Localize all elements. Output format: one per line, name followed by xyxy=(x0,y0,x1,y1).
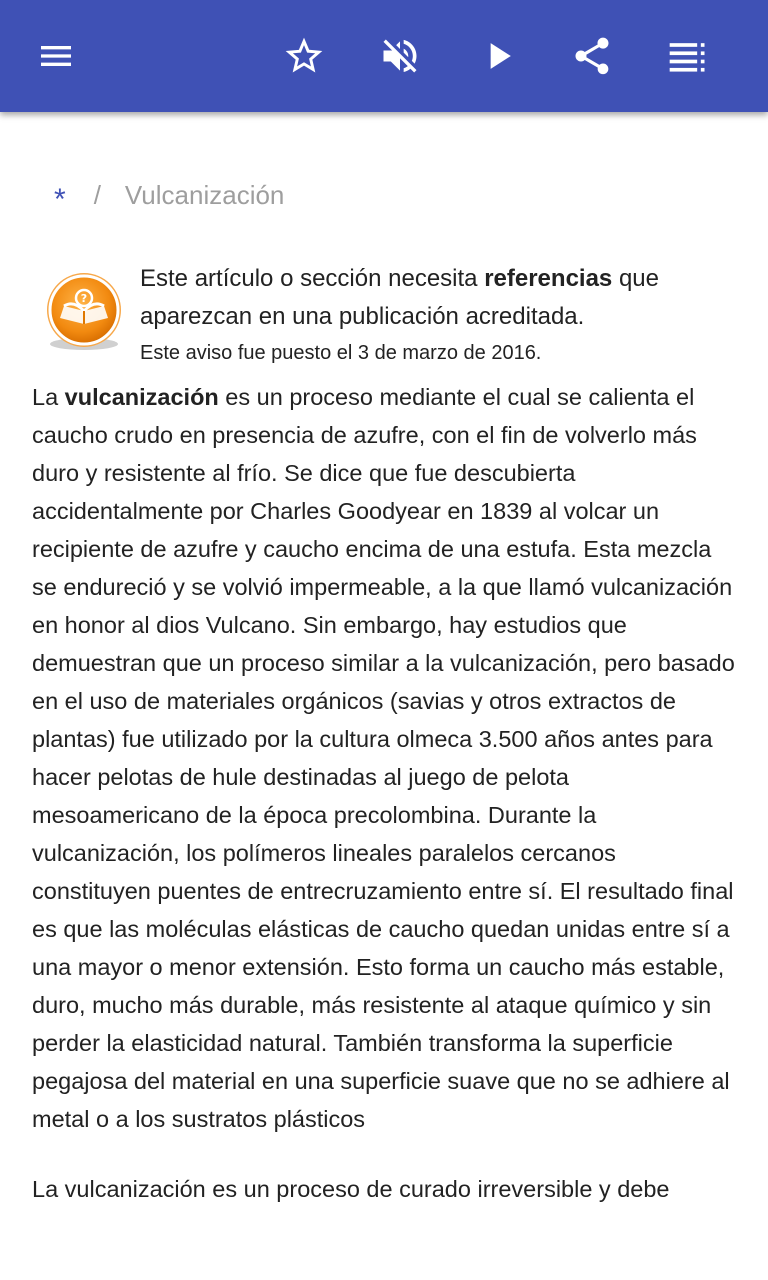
notice-date: Este aviso fue puesto el 3 de marzo de 2016. xyxy=(140,342,542,364)
svg-text:?: ? xyxy=(80,292,88,305)
article-body xyxy=(32,378,740,1240)
notice-text-bold: referencias xyxy=(484,265,613,292)
p1-after: es un proceso mediante el cual se calienta el caucho crudo en presencia de azufre, con el fin de volverlo más duro y resistente al frío. Se dice que fue descubierta accidentalmente por Charles Goodyear en 1839 al volcar un recipiente de azufre y caucho encima de una estufa. Esta mezcla se endureció y se volvió impermeable, a la que llamó vulcanización en honor al dios Vulcano. Sin embargo, hay estudios que demuestran que un proceso similar a la vulcanización, pero basado en el uso de materiales orgánicos (savias y otros extractos de plantas) fue utilizado por la cultura olmeca 3.500 años antes para hacer pelotas de hule destinadas al juego de pelota mesoamericano de la época precolombina. Durante la vulcanización, los polímeros lineales paralelos cercanos constituyen puentes de entrecruzamiento entre sí. El resultado final es que las moléculas elásticas de caucho quedan unidas entre sí a una mayor o menor extensión. Esto forma un caucho más estable, duro, mucho más durable, más resistente al ataque químico y sin perder la elasticidad natural. También transforma la superficie pegajosa del material en una superficie suave que no se adhiere al metal o a los sustratos plásticos xyxy=(32,384,735,1132)
play-button[interactable] xyxy=(466,24,530,88)
breadcrumb-current: Vulcanización xyxy=(124,180,285,210)
favorite-button[interactable] xyxy=(272,24,336,88)
article-content xyxy=(0,112,768,1280)
share-button[interactable] xyxy=(560,24,624,88)
p1-bold-term: vulcanización xyxy=(64,384,219,410)
paragraph: La vulcanización es un proceso de curado irreversible y debe xyxy=(32,1176,670,1202)
table-of-contents-button[interactable] xyxy=(656,24,720,88)
playlist-icon xyxy=(666,34,710,78)
play-icon xyxy=(476,34,520,78)
paragraph xyxy=(32,378,740,1138)
breadcrumb-home-link[interactable]: * xyxy=(54,182,66,216)
star-outline-icon xyxy=(282,34,326,78)
references-notice xyxy=(140,260,740,336)
breadcrumb-separator: / xyxy=(93,180,101,210)
notice-text-before: Este artículo o sección necesita xyxy=(140,265,485,292)
menu-icon xyxy=(36,36,76,76)
breadcrumb xyxy=(54,180,285,216)
app-toolbar xyxy=(0,0,768,112)
volume-off-icon xyxy=(378,34,422,78)
p1-before: La xyxy=(32,384,65,410)
menu-button[interactable] xyxy=(24,24,88,88)
book-question-icon xyxy=(42,270,126,354)
mute-button[interactable] xyxy=(368,24,432,88)
share-icon xyxy=(570,34,614,78)
notice-text-after: que aparezcan en una publicación acreditada. xyxy=(140,265,659,330)
